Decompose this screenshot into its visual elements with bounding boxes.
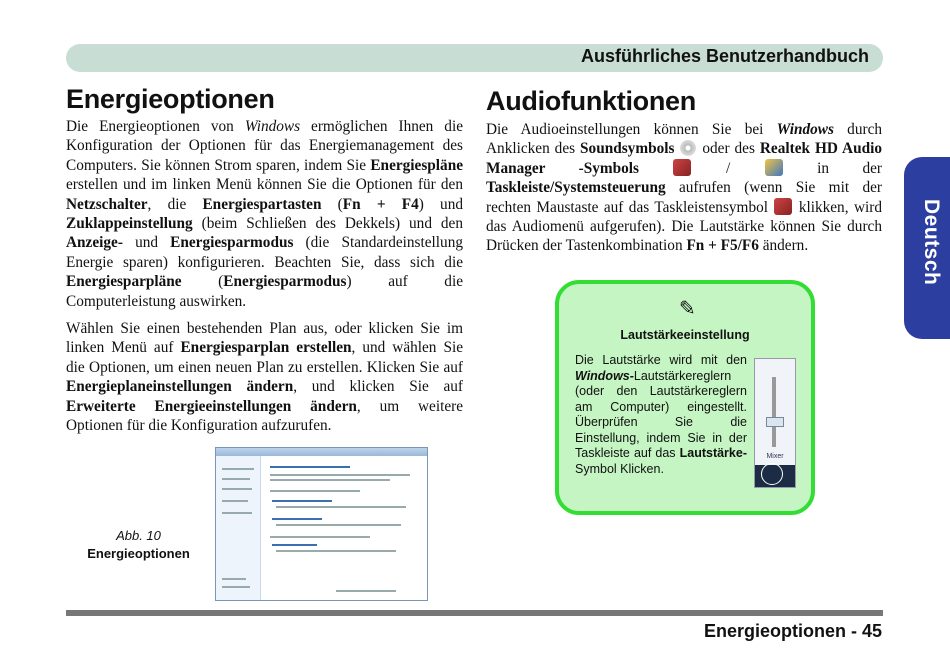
footer-rule (66, 610, 883, 616)
figure-caption (66, 527, 211, 563)
figure-number: Abb. 10 (116, 528, 161, 543)
note-text: Die Lautstärke wird mit den Windows-Lautstärkereglern (oder den Lautstärkereglern am Computer) eingestellt. Überprüfen Sie die Einstellung, indem Sie in der Taskleiste auf das Lautstärke-Symbol Klicken. (575, 353, 747, 476)
language-tab (904, 157, 950, 339)
realtek-icon (765, 159, 783, 176)
volume-mixer-image (754, 358, 796, 488)
left-paragraph-2: Wählen Sie einen bestehenden Plan aus, oder klicken Sie im linken Menü auf Energiesparplan erstellen, und wählen Sie die Optionen, um einen neuen Plan zu erstellen. Klicken Sie auf Energieplaneinstellungen ändern, und klicken Sie auf Erweiterte Energieeinstellungen ändern, um weitere Optionen für die Konfiguration aufzurufen. (66, 320, 464, 435)
figure-title: Energieoptionen (87, 546, 190, 561)
pencil-icon: ✎ (679, 296, 696, 320)
sound-icon (680, 140, 696, 156)
right-heading: Audiofunktionen (486, 86, 696, 116)
note-box (555, 280, 815, 515)
page-footer: Energieoptionen - 45 (703, 621, 882, 641)
speaker-icon (673, 159, 691, 176)
note-title: Lautstärkeeinstellung (620, 328, 750, 342)
header-title: Ausführliches Benutzerhandbuch (580, 46, 869, 66)
right-paragraph-1: Die Audioeinstellungen können Sie bei Windows durch Anklicken des Soundsymbols oder des Realtek HD Audio Manager -Symbols / in der Taskleiste/Systemsteuerung aufrufen (wenn Sie mit der rechten Maustaste auf das Taskleistensymbol klikken, wird das Audiomenü aufgerufen). Die Lautstärke können Sie durch Drücken der Tastenkombination Fn + F5/F6 ändern. (486, 121, 883, 255)
mixer-label: Mixer (766, 453, 784, 460)
left-heading: Energieoptionen (66, 84, 275, 114)
left-paragraph-1: Die Energieoptionen von Windows ermöglichen Ihnen die Konfiguration der Optionen für das Energiemanagement des Computers. Sie können Strom sparen, indem Sie Energiespläne erstellen und im linken Menü können Sie die Optionen für den Netzschalter, die Energiespartasten (Fn + F4) und Zuklappeinstellung (beim Schließen des Dekkels) und den Anzeige- und Energiesparmodus (die Standardeinstellung Energie sparen) konfigurieren. Beachten Sie, dass sich die Energiesparpläne (Energiesparmodus) auf die Computerleistung auswirken. (66, 118, 463, 310)
speaker-icon (774, 198, 792, 215)
volume-slider-knob (766, 417, 784, 427)
header-bar (66, 44, 883, 72)
power-options-screenshot (215, 447, 428, 601)
language-tab-label: Deutsch (920, 199, 943, 286)
